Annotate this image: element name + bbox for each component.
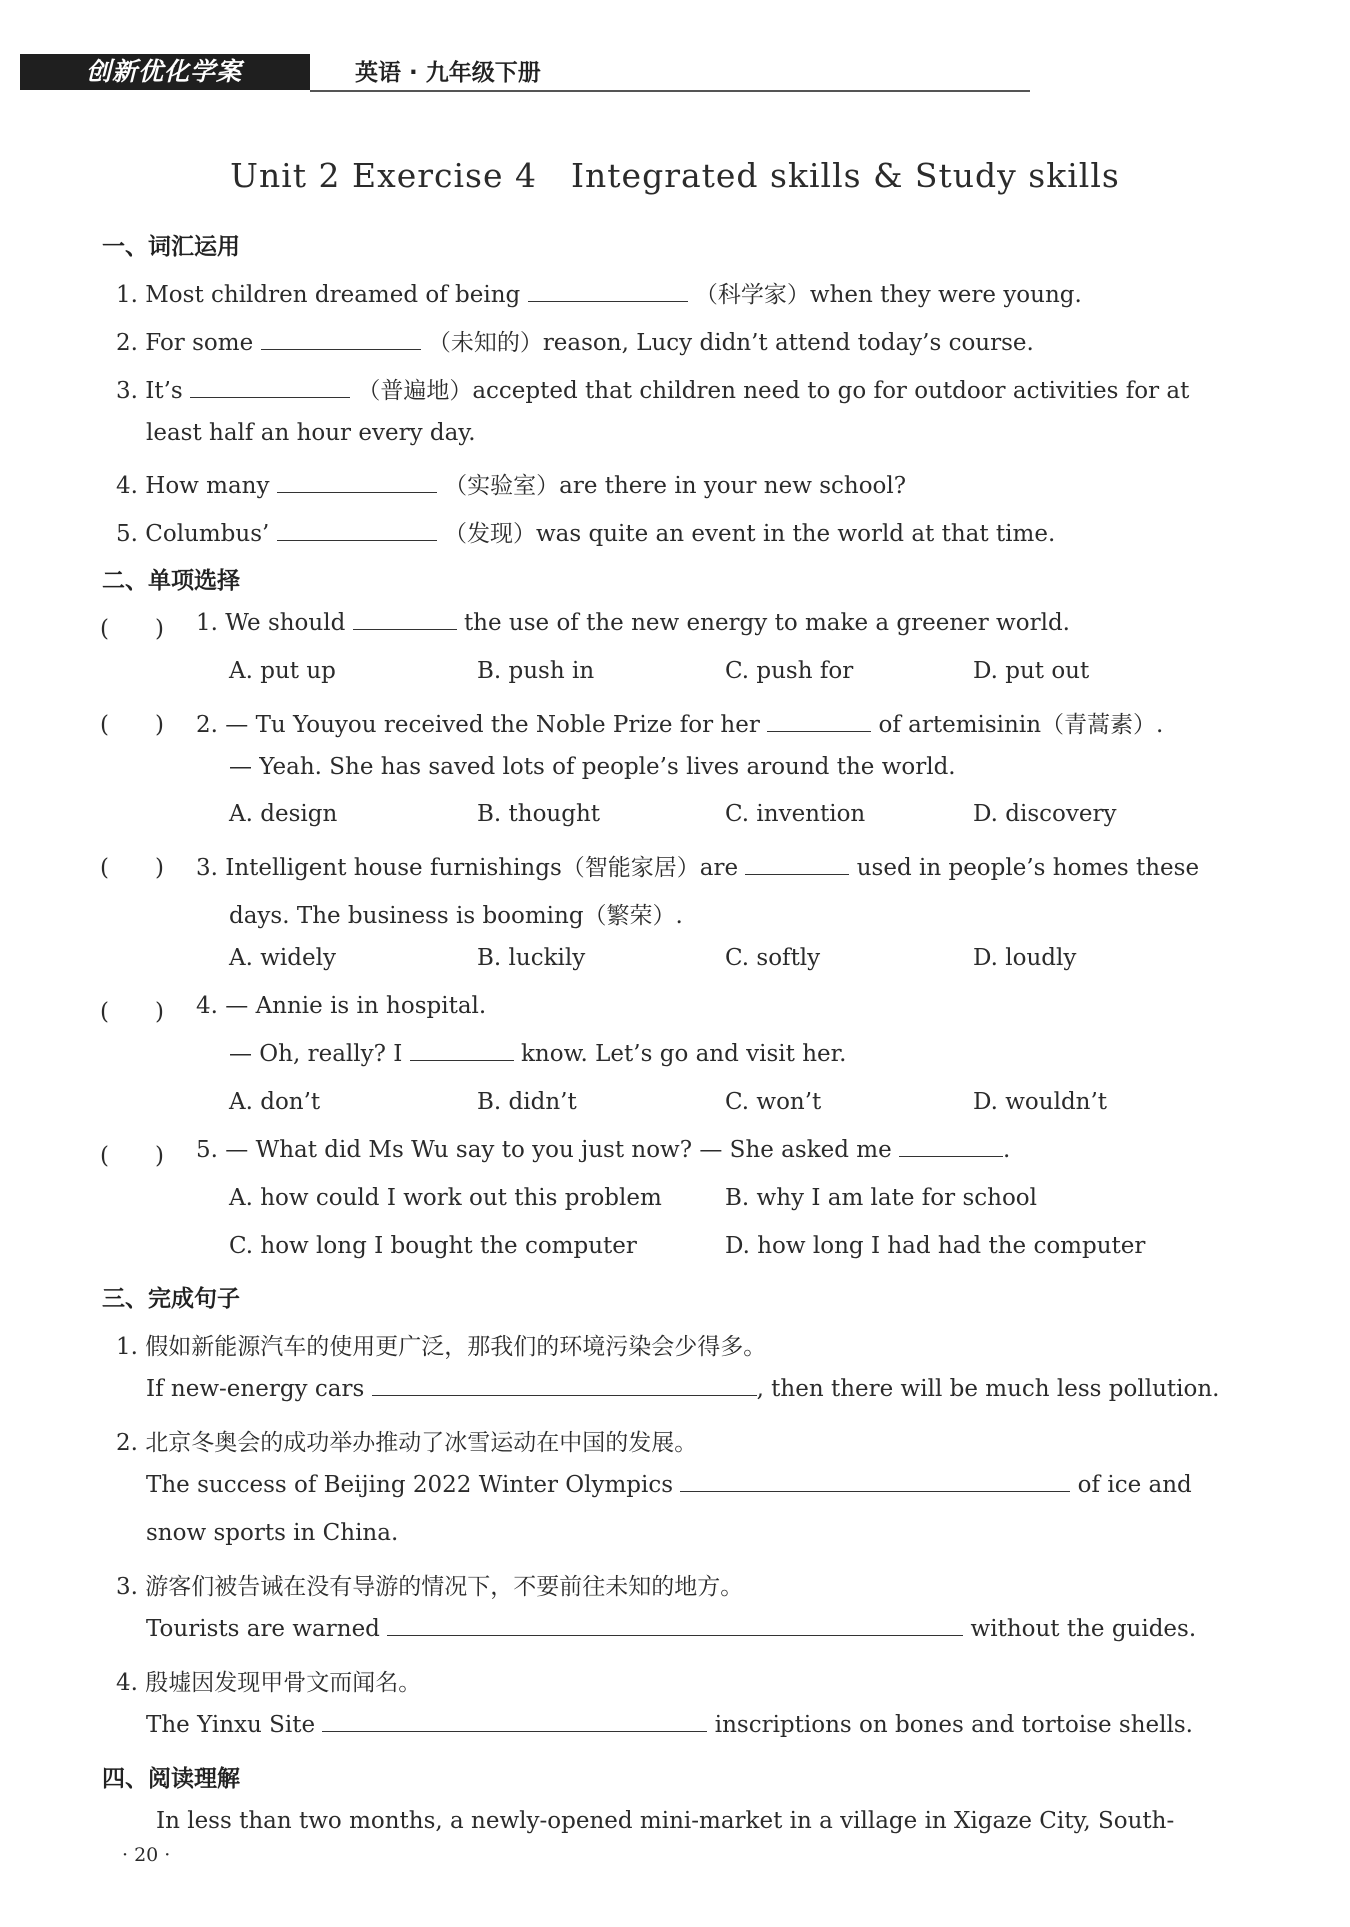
question-text: . (1003, 1137, 1011, 1163)
sentence-text: The success of Beijing 2022 Winter Olympics (146, 1472, 674, 1498)
option-c: C. softly (725, 945, 821, 971)
vocab-item-text: 2. For some (116, 330, 254, 356)
question-text: of artemisinin（青蒿素）. (878, 712, 1164, 738)
vocab-item-3-cont: least half an hour every day. (146, 420, 476, 446)
option-d: D. loudly (973, 945, 1077, 971)
vocab-item-1 (116, 276, 1082, 309)
sentence-text: The Yinxu Site (146, 1712, 316, 1738)
page-header (20, 54, 1020, 92)
answer-blank[interactable] (372, 1377, 757, 1396)
vocab-item-text: （发现）was quite an event in the world at that time. (443, 521, 1056, 547)
vocab-item-text: （实验室）are there in your new school? (444, 473, 907, 499)
answer-blank[interactable] (387, 1617, 963, 1636)
question-text: the use of the new energy to make a greener world. (463, 610, 1070, 636)
answer-blank (899, 1138, 1003, 1157)
answer-blank (767, 713, 871, 732)
sentence-2-chinese: 2. 北京冬奥会的成功举办推动了冰雪运动在中国的发展。 (116, 1430, 698, 1456)
option-d: D. how long I had had the computer (725, 1233, 1146, 1259)
answer-paren[interactable]: ( ) (100, 999, 164, 1025)
option-b: B. why I am late for school (725, 1185, 1038, 1211)
option-d: D. put out (973, 658, 1090, 684)
option-b: B. luckily (477, 945, 586, 971)
choice-question-4: 4. — Annie is in hospital. (196, 993, 487, 1019)
question-text: know. Let’s go and visit her. (520, 1041, 847, 1067)
question-text: 2. — Tu Youyou received the Noble Prize for her (196, 712, 760, 738)
answer-blank[interactable] (680, 1473, 1070, 1492)
option-a: A. put up (229, 658, 336, 684)
question-text: 3. Intelligent house furnishings（智能家居）are (196, 855, 739, 881)
option-c: C. push for (725, 658, 854, 684)
option-b: B. didn’t (477, 1089, 577, 1115)
vocab-item-2 (116, 324, 1034, 357)
question-3-cont: days. The business is booming（繁荣）. (229, 903, 683, 929)
option-a: A. don’t (229, 1089, 321, 1115)
subject-title: 英语 · 九年级下册 (355, 60, 541, 86)
answer-paren[interactable]: ( ) (100, 1143, 164, 1169)
answer-blank[interactable] (261, 331, 421, 350)
answer-blank (353, 611, 457, 630)
section-heading-sentences: 三、完成句子 (102, 1286, 240, 1312)
unit-title: Unit 2 Exercise 4 Integrated skills & Study skills (230, 156, 1120, 195)
question-text: 5. — What did Ms Wu say to you just now? — She asked me (196, 1137, 892, 1163)
answer-blank[interactable] (277, 522, 437, 541)
answer-paren[interactable]: ( ) (100, 855, 164, 881)
answer-blank[interactable] (190, 379, 350, 398)
option-a: A. widely (229, 945, 336, 971)
option-a: A. how could I work out this problem (229, 1185, 662, 1211)
choice-question-5 (196, 1137, 1010, 1163)
page-number: · 20 · (122, 1844, 171, 1866)
vocab-item-text: （未知的）reason, Lucy didn’t attend today’s course. (427, 330, 1034, 356)
sentence-4-chinese: 4. 殷墟因发现甲骨文而闻名。 (116, 1670, 422, 1696)
sentence-2-english (146, 1472, 1192, 1498)
sentence-3-english (146, 1616, 1196, 1642)
sentence-1-english (146, 1376, 1219, 1402)
sentence-text: , then there will be much less pollution. (756, 1376, 1220, 1402)
section-heading-reading: 四、阅读理解 (102, 1766, 240, 1792)
option-c: C. won’t (725, 1089, 822, 1115)
sentence-4-english (146, 1712, 1193, 1738)
option-c: C. how long I bought the computer (229, 1233, 637, 1259)
choice-question-1 (196, 610, 1070, 636)
sentence-text: of ice and (1077, 1472, 1192, 1498)
answer-paren[interactable]: ( ) (100, 712, 164, 738)
sentence-text: Tourists are warned (146, 1616, 380, 1642)
question-text: 1. We should (196, 610, 346, 636)
option-b: B. push in (477, 658, 595, 684)
choice-question-2 (196, 706, 1163, 739)
vocab-item-text: 5. Columbus’ (116, 521, 270, 547)
section-heading-vocab: 一、词汇运用 (102, 234, 240, 260)
vocab-item-text: 1. Most children dreamed of being (116, 282, 521, 308)
question-2-reply: — Yeah. She has saved lots of people’s lives around the world. (229, 754, 956, 780)
answer-blank (410, 1042, 514, 1061)
section-heading-choice: 二、单项选择 (102, 568, 240, 594)
question-text: — Oh, really? I (229, 1041, 403, 1067)
sentence-text: If new-energy cars (146, 1376, 365, 1402)
vocab-item-4 (116, 467, 906, 500)
option-b: B. thought (477, 801, 601, 827)
vocab-item-5 (116, 515, 1055, 548)
brand-logo: 创新优化学案 (20, 54, 310, 90)
question-4-reply (229, 1041, 846, 1067)
answer-blank (745, 856, 849, 875)
vocab-item-text: 4. How many (116, 473, 270, 499)
answer-blank[interactable] (322, 1713, 707, 1732)
question-text: used in people’s homes these (856, 855, 1200, 881)
answer-blank[interactable] (528, 283, 688, 302)
option-d: D. discovery (973, 801, 1117, 827)
answer-paren[interactable]: ( ) (100, 616, 164, 642)
option-d: D. wouldn’t (973, 1089, 1108, 1115)
sentence-2-cont: snow sports in China. (146, 1520, 399, 1546)
sentence-text: inscriptions on bones and tortoise shells. (714, 1712, 1193, 1738)
option-c: C. invention (725, 801, 866, 827)
vocab-item-3 (116, 372, 1189, 405)
vocab-item-text: （普遍地）accepted that children need to go for outdoor activities for at (357, 378, 1190, 404)
reading-passage: In less than two months, a newly-opened mini-market in a village in Xigaze City, South- (156, 1808, 1175, 1834)
sentence-3-chinese: 3. 游客们被告诫在没有导游的情况下，不要前往未知的地方。 (116, 1574, 744, 1600)
vocab-item-text: （科学家）when they were young. (694, 282, 1082, 308)
answer-blank[interactable] (277, 474, 437, 493)
vocab-item-text: 3. It’s (116, 378, 183, 404)
option-a: A. design (229, 801, 338, 827)
choice-question-3 (196, 849, 1199, 882)
sentence-text: without the guides. (970, 1616, 1197, 1642)
sentence-1-chinese: 1. 假如新能源汽车的使用更广泛，那我们的环境污染会少得多。 (116, 1334, 767, 1360)
header-rule (310, 90, 1030, 92)
